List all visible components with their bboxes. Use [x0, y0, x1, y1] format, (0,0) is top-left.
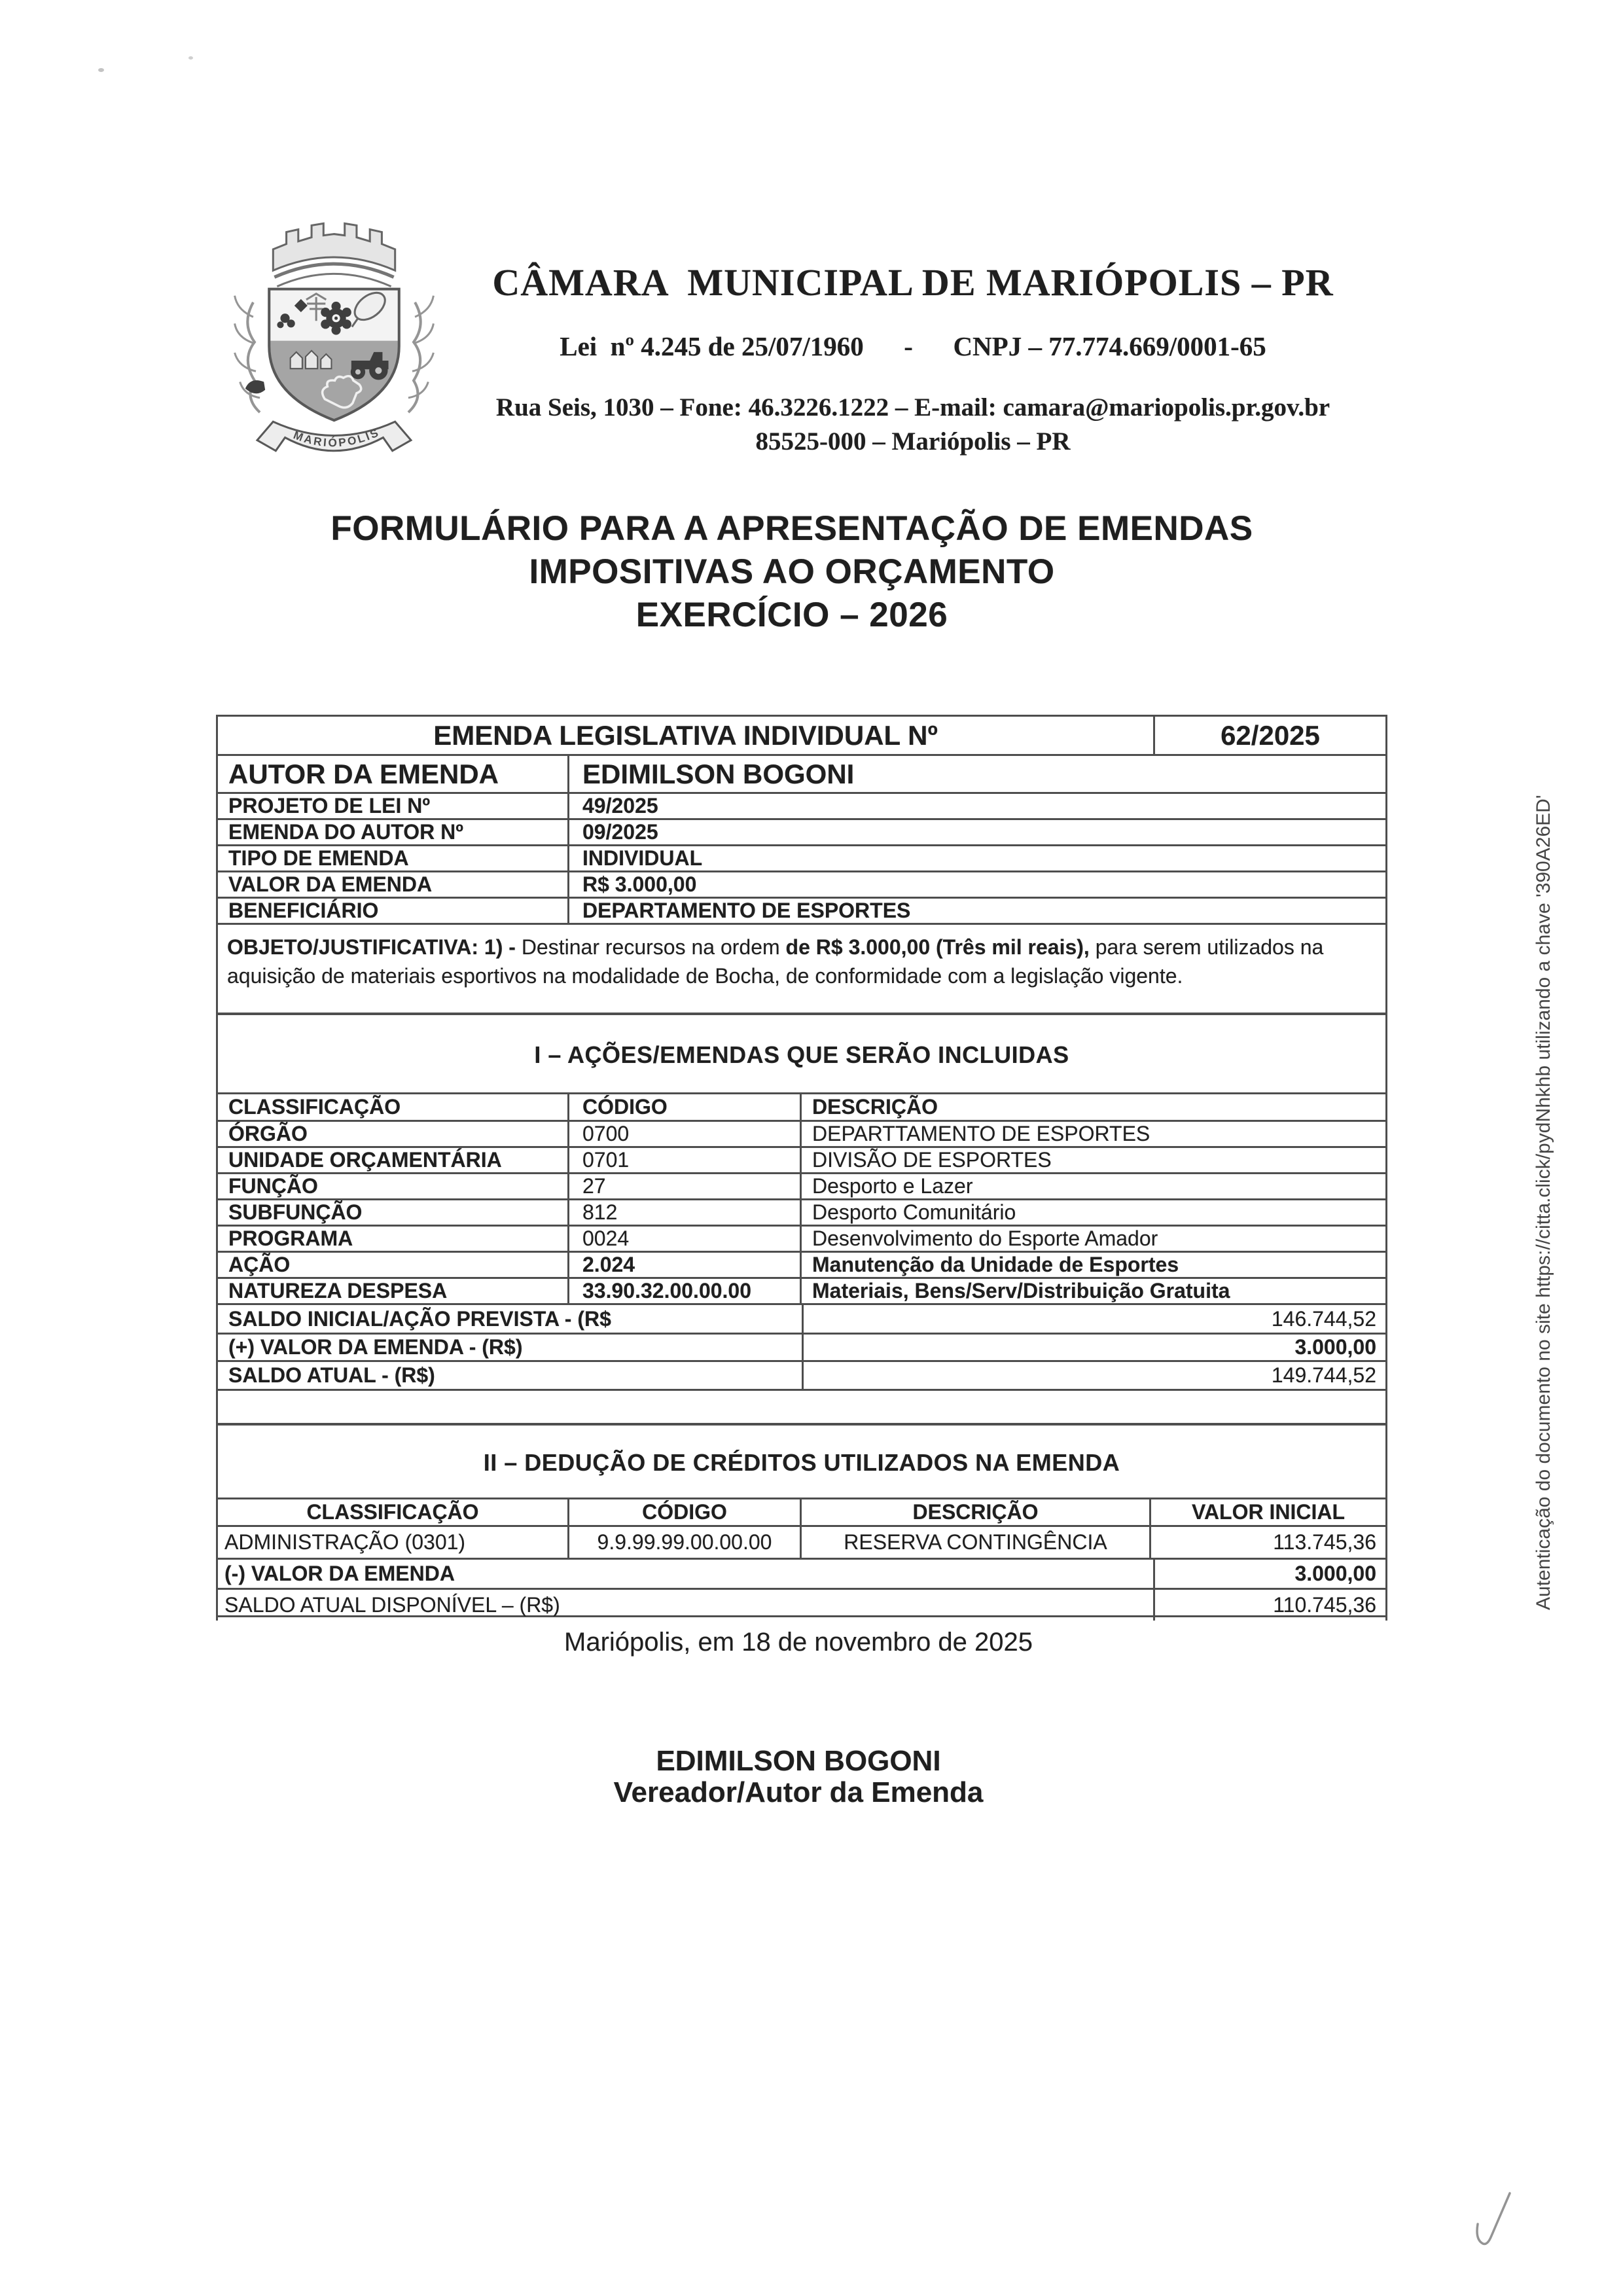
table-row	[216, 1174, 1387, 1200]
total-label: (+) VALOR DA EMENDA - (R$)	[228, 1335, 523, 1359]
total-value: 3.000,00	[1153, 1560, 1385, 1588]
field-label: EMENDA DO AUTOR Nº	[228, 820, 463, 844]
description-value: RESERVA CONTINGÊNCIA	[800, 1527, 1149, 1558]
signatory-role: Vereador/Autor da Emenda	[613, 1776, 984, 1808]
description-value: Desporto e Lazer	[800, 1174, 1385, 1198]
total-value: 110.745,36	[1153, 1590, 1385, 1621]
column-header: CÓDIGO	[567, 1094, 800, 1120]
classification-label: ÓRGÃO	[228, 1122, 308, 1145]
section-2-title: II – DEDUÇÃO DE CRÉDITOS UTILIZADOS NA EMENDA	[483, 1449, 1120, 1476]
code-value: 0700	[567, 1122, 800, 1146]
corn-stalk-right	[408, 296, 433, 412]
table-row	[218, 820, 1385, 846]
table-header-row	[216, 1499, 1387, 1527]
description-value: Desenvolvimento do Esporte Amador	[800, 1227, 1385, 1251]
justification-normal-1: Destinar recursos na ordem	[521, 935, 786, 959]
field-label: PROJETO DE LEI Nº	[228, 794, 431, 817]
table-row	[218, 794, 1385, 820]
signatory-name: EDIMILSON BOGONI	[656, 1745, 941, 1777]
code-value: 9.9.99.99.00.00.00	[567, 1527, 800, 1558]
justification-row	[218, 925, 1385, 1016]
justification-bold-prefix: OBJETO/JUSTIFICATIVA: 1) -	[227, 935, 522, 959]
classification-label: PROGRAMA	[228, 1227, 353, 1250]
total-value: 146.744,52	[802, 1305, 1385, 1333]
field-value: EDIMILSON BOGONI	[567, 756, 1385, 792]
column-header: VALOR INICIAL	[1149, 1499, 1385, 1525]
column-header: CLASSIFICAÇÃO	[228, 1095, 401, 1119]
field-value: 49/2025	[567, 794, 1385, 818]
justification-text	[218, 925, 1385, 990]
scan-speck	[98, 68, 104, 72]
code-value: 2.024	[567, 1253, 800, 1277]
date-line: Mariópolis, em 18 de novembro de 2025	[564, 1628, 1033, 1657]
table-row	[218, 846, 1385, 872]
form-title-line3: EXERCÍCIO – 2026	[635, 596, 948, 634]
description-value: DIVISÃO DE ESPORTES	[800, 1148, 1385, 1172]
section-2-table	[216, 1498, 1387, 1621]
code-value: 0701	[567, 1148, 800, 1172]
justification-normal-2: para serem utilizados na aquisição de materiais esportivos na modalidade de Bocha, de conformidade com a legislação vigente.	[227, 935, 1324, 988]
municipal-coat-of-arms	[221, 204, 447, 463]
classification-label: NATUREZA DESPESA	[228, 1279, 448, 1302]
table-row	[216, 1527, 1387, 1560]
section-2-credit-deduction	[216, 1424, 1387, 1617]
table-row	[218, 872, 1385, 899]
form-title-line1: FORMULÁRIO PARA A APRESENTAÇÃO DE EMENDAS	[330, 509, 1253, 548]
code-value: 0024	[567, 1227, 800, 1251]
column-header: CÓDIGO	[567, 1499, 800, 1525]
emenda-header-label: EMENDA LEGISLATIVA INDIVIDUAL Nº	[433, 719, 938, 751]
section-1-title: I – AÇÕES/EMENDAS QUE SERÃO INCLUIDAS	[534, 1041, 1069, 1068]
org-name: CÂMARA MUNICIPAL DE MARIÓPOLIS – PR	[492, 261, 1334, 304]
section-1-included-actions	[216, 1013, 1387, 1425]
field-label: TIPO DE EMENDA	[228, 846, 409, 870]
ribbon-text: MARIÓPOLIS	[291, 425, 382, 450]
emenda-identification-table	[216, 715, 1387, 1014]
code-value: 812	[567, 1200, 800, 1225]
field-label: VALOR DA EMENDA	[228, 872, 433, 896]
table-row	[216, 1122, 1387, 1148]
total-row	[216, 1362, 1387, 1391]
total-value: 3.000,00	[802, 1335, 1385, 1360]
description-value: DEPARTTAMENTO DE ESPORTES	[800, 1122, 1385, 1146]
emenda-number: 62/2025	[1153, 717, 1385, 754]
total-row	[216, 1305, 1387, 1335]
description-value: Manutenção da Unidade de Esportes	[800, 1253, 1385, 1277]
form-title-line2: IMPOSITIVAS AO ORÇAMENTO	[529, 552, 1055, 591]
dark-leaf	[245, 380, 265, 393]
column-header: DESCRIÇÃO	[800, 1094, 1385, 1120]
total-row	[216, 1560, 1387, 1590]
table-row	[216, 1200, 1387, 1227]
total-value: 149.744,52	[802, 1362, 1385, 1389]
table-header-row	[216, 1094, 1387, 1122]
org-law-line: Lei nº 4.245 de 25/07/1960 - CNPJ – 77.774.669/0001-65	[560, 331, 1266, 361]
authentication-strip: Autenticação do documento no site https://citta.click/pydNhkhb utilizando a chave '390A26ED'	[1533, 795, 1554, 1610]
code-value: 33.90.32.00.00.00	[567, 1279, 800, 1303]
classification-label: AÇÃO	[228, 1253, 291, 1276]
justification-bold-mid: de R$ 3.000,00 (Três mil reais),	[785, 935, 1090, 959]
total-row	[216, 1590, 1387, 1621]
total-row	[216, 1335, 1387, 1362]
classification-label: ADMINISTRAÇÃO (0301)	[224, 1530, 466, 1554]
scan-speck	[188, 56, 193, 60]
table-row	[216, 1253, 1387, 1279]
field-value: R$ 3.000,00	[567, 872, 1385, 897]
total-label: SALDO INICIAL/AÇÃO PREVISTA - (R$	[228, 1306, 611, 1331]
corn-stalk-left	[235, 296, 260, 412]
field-label: BENEFICIÁRIO	[228, 899, 379, 922]
description-value: Materiais, Bens/Serv/Distribuição Gratuita	[800, 1279, 1385, 1303]
table-row	[216, 1227, 1387, 1253]
field-label: AUTOR DA EMENDA	[228, 758, 499, 789]
classification-label: SUBFUNÇÃO	[228, 1200, 363, 1224]
code-value: 27	[567, 1174, 800, 1198]
total-label: SALDO ATUAL - (R$)	[228, 1363, 435, 1387]
org-city-line: 85525-000 – Mariópolis – PR	[755, 427, 1071, 456]
table-row	[218, 756, 1385, 794]
column-header: DESCRIÇÃO	[800, 1499, 1149, 1525]
classification-label: UNIDADE ORÇAMENTÁRIA	[228, 1148, 502, 1172]
table-row	[218, 899, 1385, 925]
handwritten-checkmark	[1458, 2185, 1524, 2250]
form-title	[209, 507, 1374, 637]
org-address-line: Rua Seis, 1030 – Fone: 46.3226.1222 – E-mail: camara@mariopolis.pr.gov.br	[495, 393, 1330, 422]
table-row	[218, 717, 1385, 756]
classification-label: FUNÇÃO	[228, 1174, 318, 1198]
column-header: CLASSIFICAÇÃO	[306, 1500, 479, 1524]
initial-value: 113.745,36	[1149, 1527, 1385, 1558]
field-value: INDIVIDUAL	[567, 846, 1385, 870]
total-label: SALDO ATUAL DISPONÍVEL – (R$)	[224, 1593, 560, 1617]
field-value: 09/2025	[567, 820, 1385, 844]
total-label: (-) VALOR DA EMENDA	[224, 1562, 455, 1585]
table-row	[216, 1148, 1387, 1174]
description-value: Desporto Comunitário	[800, 1200, 1385, 1225]
section-1-table	[216, 1092, 1387, 1391]
field-value: DEPARTAMENTO DE ESPORTES	[567, 899, 1385, 923]
table-row	[216, 1279, 1387, 1305]
